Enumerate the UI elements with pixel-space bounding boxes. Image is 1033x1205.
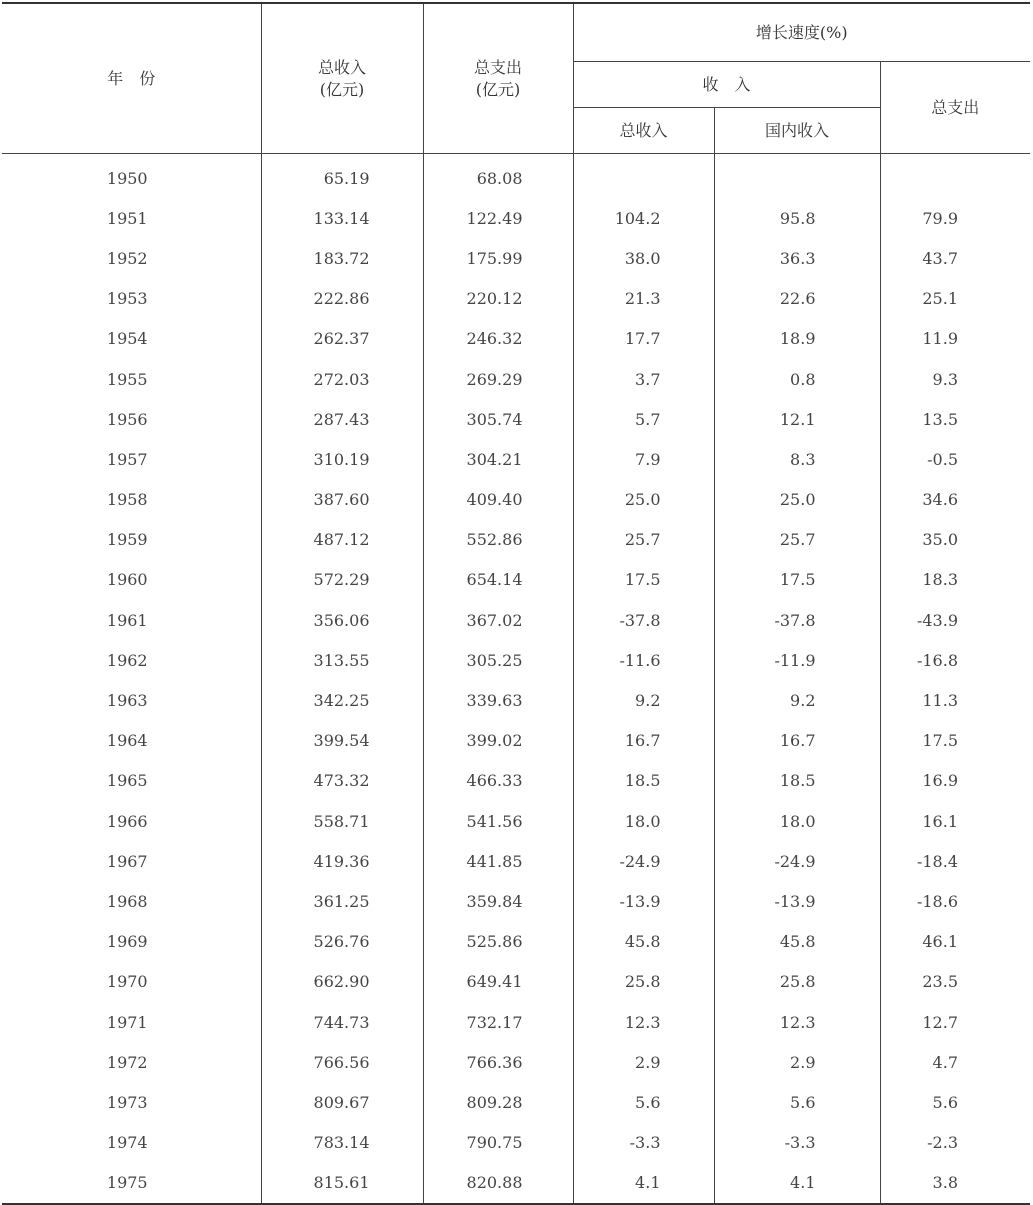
growth-domestic-revenue-cell: -11.9 xyxy=(714,640,880,680)
year-cell: 1975 xyxy=(2,1163,261,1204)
growth-domestic-revenue-cell: 25.8 xyxy=(714,962,880,1002)
year-cell: 1971 xyxy=(106,1012,148,1032)
growth-domestic-revenue-cell: 12.1 xyxy=(714,399,880,439)
growth-total-revenue-cell: 25.0 xyxy=(573,480,714,520)
year-cell: 1952 xyxy=(106,248,148,268)
growth-total-expenditure-cell: 13.5 xyxy=(880,399,1030,439)
growth-total-revenue-cell: -24.9 xyxy=(573,841,714,881)
growth-total-revenue-cell: 45.8 xyxy=(573,922,714,962)
total-expenditure-cell: 409.40 xyxy=(423,480,573,520)
table-row xyxy=(2,319,1030,359)
total-revenue-cell: 313.55 xyxy=(261,640,423,680)
table-row xyxy=(2,238,1030,278)
table-row xyxy=(2,560,1030,600)
growth-total-revenue-cell: 12.3 xyxy=(573,1002,714,1042)
growth-total-expenditure-cell: 79.9 xyxy=(880,198,1030,238)
growth-total-expenditure-cell: 11.9 xyxy=(880,319,1030,359)
growth-domestic-revenue-cell: 8.3 xyxy=(714,439,880,479)
total-expenditure-cell: 525.86 xyxy=(423,922,573,962)
total-expenditure-cell: 305.74 xyxy=(423,399,573,439)
growth-total-revenue-cell: -11.6 xyxy=(573,640,714,680)
table-row xyxy=(2,1123,1030,1163)
growth-domestic-revenue-cell: 36.3 xyxy=(714,238,880,278)
growth-total-expenditure-cell: 35.0 xyxy=(880,520,1030,560)
year-cell: 1969 xyxy=(106,932,148,952)
growth-total-expenditure-cell: -16.8 xyxy=(880,640,1030,680)
table-row xyxy=(2,1082,1030,1122)
growth-total-expenditure-cell: -18.6 xyxy=(880,881,1030,921)
table-row xyxy=(2,480,1030,520)
table-row xyxy=(2,680,1030,720)
total-revenue-cell: 487.12 xyxy=(261,520,423,560)
total-revenue-cell: 419.36 xyxy=(261,841,423,881)
total-revenue-cell: 399.54 xyxy=(261,721,423,761)
growth-domestic-revenue-cell: 25.7 xyxy=(714,520,880,560)
table-row xyxy=(2,721,1030,761)
growth-total-revenue-cell: 18.5 xyxy=(573,761,714,801)
growth-domestic-revenue-cell: 25.0 xyxy=(714,480,880,520)
total-expenditure-cell: 339.63 xyxy=(423,680,573,720)
header-total-expenditure-label: 总支出 xyxy=(473,57,522,77)
growth-domestic-revenue-cell: 4.1 xyxy=(714,1163,880,1204)
total-expenditure-cell: 220.12 xyxy=(423,279,573,319)
growth-total-revenue-cell: 25.8 xyxy=(573,962,714,1002)
fiscal-revenue-expenditure-table xyxy=(2,2,1030,1205)
table-body xyxy=(2,154,1030,1204)
total-expenditure-cell: 790.75 xyxy=(423,1123,573,1163)
growth-domestic-revenue-cell: 95.8 xyxy=(714,198,880,238)
table-row xyxy=(2,801,1030,841)
growth-total-revenue-cell: 2.9 xyxy=(573,1042,714,1082)
total-revenue-cell: 766.56 xyxy=(261,1042,423,1082)
growth-domestic-revenue-cell: 22.6 xyxy=(714,279,880,319)
growth-total-expenditure-cell: -43.9 xyxy=(880,600,1030,640)
year-cell: 1954 xyxy=(106,329,148,349)
growth-total-revenue-cell: 4.1 xyxy=(573,1163,714,1204)
growth-total-expenditure-cell: 11.3 xyxy=(880,680,1030,720)
growth-total-expenditure-cell: 23.5 xyxy=(880,962,1030,1002)
growth-domestic-revenue-cell: -13.9 xyxy=(714,881,880,921)
growth-total-expenditure-cell: 3.8 xyxy=(880,1163,1030,1204)
table-row xyxy=(2,399,1030,439)
table-row xyxy=(2,1163,1030,1204)
header-total-revenue xyxy=(261,3,423,154)
header-growth-domestic-revenue: 国内收入 xyxy=(714,108,880,154)
header-year: 年 份 xyxy=(2,3,261,154)
total-revenue-cell: 287.43 xyxy=(261,399,423,439)
growth-domestic-revenue-cell: 17.5 xyxy=(714,560,880,600)
growth-total-revenue-cell: -37.8 xyxy=(573,600,714,640)
total-revenue-cell: 133.14 xyxy=(261,198,423,238)
year-cell: 1967 xyxy=(106,851,148,871)
growth-domestic-revenue-cell: 0.8 xyxy=(714,359,880,399)
year-cell: 1953 xyxy=(106,289,148,309)
growth-total-revenue-cell: 38.0 xyxy=(573,238,714,278)
growth-total-expenditure-cell: 9.3 xyxy=(880,359,1030,399)
year-cell: 1970 xyxy=(106,972,148,992)
year-cell: 1960 xyxy=(106,570,148,590)
growth-domestic-revenue-cell: 12.3 xyxy=(714,1002,880,1042)
growth-total-revenue-cell: -3.3 xyxy=(573,1123,714,1163)
total-revenue-cell: 809.67 xyxy=(261,1082,423,1122)
year-cell: 1959 xyxy=(106,530,148,550)
header-total-expenditure xyxy=(423,3,573,154)
year-cell: 1956 xyxy=(106,409,148,429)
total-expenditure-cell: 305.25 xyxy=(423,640,573,680)
growth-total-expenditure-cell: -0.5 xyxy=(880,439,1030,479)
header-growth-total-revenue: 总收入 xyxy=(573,108,714,154)
growth-domestic-revenue-cell: 5.6 xyxy=(714,1082,880,1122)
total-expenditure-cell: 654.14 xyxy=(423,560,573,600)
growth-total-revenue-cell: 25.7 xyxy=(573,520,714,560)
total-expenditure-cell: 809.28 xyxy=(423,1082,573,1122)
growth-total-revenue-cell: 17.5 xyxy=(573,560,714,600)
total-revenue-cell: 342.25 xyxy=(261,680,423,720)
total-revenue-cell: 310.19 xyxy=(261,439,423,479)
table-row xyxy=(2,841,1030,881)
table-row xyxy=(2,279,1030,319)
total-revenue-cell: 473.32 xyxy=(261,761,423,801)
table-header xyxy=(2,3,1030,154)
header-growth-rate: 增长速度(%) xyxy=(573,3,1030,62)
growth-domestic-revenue-cell: -37.8 xyxy=(714,600,880,640)
total-revenue-cell: 387.60 xyxy=(261,480,423,520)
growth-total-expenditure-cell: 16.9 xyxy=(880,761,1030,801)
total-expenditure-cell: 649.41 xyxy=(423,962,573,1002)
table-row xyxy=(2,600,1030,640)
year-cell: 1973 xyxy=(106,1092,148,1112)
total-expenditure-cell: 466.33 xyxy=(423,761,573,801)
growth-domestic-revenue-cell xyxy=(714,154,880,199)
growth-domestic-revenue-cell: 9.2 xyxy=(714,680,880,720)
growth-domestic-revenue-cell: 2.9 xyxy=(714,1042,880,1082)
growth-total-expenditure-cell: 4.7 xyxy=(880,1042,1030,1082)
growth-total-expenditure-cell: 43.7 xyxy=(880,238,1030,278)
growth-total-expenditure-cell: 18.3 xyxy=(880,560,1030,600)
total-revenue-cell: 815.61 xyxy=(261,1163,423,1204)
total-expenditure-cell: 68.08 xyxy=(423,154,573,199)
year-cell: 1961 xyxy=(106,610,148,630)
total-expenditure-cell: 304.21 xyxy=(423,439,573,479)
growth-total-revenue-cell: -13.9 xyxy=(573,881,714,921)
growth-domestic-revenue-cell: 18.0 xyxy=(714,801,880,841)
year-cell: 1968 xyxy=(106,891,148,911)
total-expenditure-cell: 367.02 xyxy=(423,600,573,640)
total-revenue-cell: 361.25 xyxy=(261,881,423,921)
total-revenue-cell: 183.72 xyxy=(261,238,423,278)
header-revenue-group: 收 入 xyxy=(573,62,880,108)
growth-total-revenue-cell: 5.7 xyxy=(573,399,714,439)
year-cell: 1962 xyxy=(106,650,148,670)
header-total-revenue-label: 总收入 xyxy=(317,57,366,77)
table-row xyxy=(2,922,1030,962)
total-revenue-cell: 526.76 xyxy=(261,922,423,962)
year-cell: 1951 xyxy=(106,208,148,228)
growth-total-revenue-cell: 21.3 xyxy=(573,279,714,319)
total-expenditure-cell: 441.85 xyxy=(423,841,573,881)
table-row xyxy=(2,881,1030,921)
growth-domestic-revenue-cell: 45.8 xyxy=(714,922,880,962)
growth-domestic-revenue-cell: 16.7 xyxy=(714,721,880,761)
growth-total-revenue-cell: 3.7 xyxy=(573,359,714,399)
year-cell: 1966 xyxy=(106,811,148,831)
table-row xyxy=(2,640,1030,680)
growth-domestic-revenue-cell: 18.9 xyxy=(714,319,880,359)
growth-total-expenditure-cell: -18.4 xyxy=(880,841,1030,881)
growth-total-revenue-cell: 5.6 xyxy=(573,1082,714,1122)
table-row xyxy=(2,198,1030,238)
growth-total-expenditure-cell: 12.7 xyxy=(880,1002,1030,1042)
year-cell: 1965 xyxy=(106,771,148,791)
table-row xyxy=(2,962,1030,1002)
growth-total-expenditure-cell xyxy=(880,154,1030,199)
growth-total-revenue-cell: 9.2 xyxy=(573,680,714,720)
growth-total-expenditure-cell: 5.6 xyxy=(880,1082,1030,1122)
total-revenue-cell: 356.06 xyxy=(261,600,423,640)
year-cell: 1972 xyxy=(106,1052,148,1072)
table-row xyxy=(2,761,1030,801)
year-cell: 1974 xyxy=(106,1133,148,1153)
growth-total-expenditure-cell: 46.1 xyxy=(880,922,1030,962)
growth-total-expenditure-cell: 16.1 xyxy=(880,801,1030,841)
total-revenue-cell: 222.86 xyxy=(261,279,423,319)
total-revenue-cell: 783.14 xyxy=(261,1123,423,1163)
total-expenditure-cell: 359.84 xyxy=(423,881,573,921)
total-expenditure-cell: 766.36 xyxy=(423,1042,573,1082)
total-expenditure-cell: 399.02 xyxy=(423,721,573,761)
table-row xyxy=(2,1002,1030,1042)
header-total-revenue-unit: (亿元) xyxy=(319,79,365,99)
year-cell: 1950 xyxy=(106,168,148,188)
year-cell: 1963 xyxy=(106,691,148,711)
table-row xyxy=(2,359,1030,399)
table-row xyxy=(2,439,1030,479)
growth-domestic-revenue-cell: -24.9 xyxy=(714,841,880,881)
total-expenditure-cell: 732.17 xyxy=(423,1002,573,1042)
table-row xyxy=(2,520,1030,560)
growth-total-revenue-cell: 16.7 xyxy=(573,721,714,761)
total-expenditure-cell: 552.86 xyxy=(423,520,573,560)
growth-domestic-revenue-cell: -3.3 xyxy=(714,1123,880,1163)
table-row xyxy=(2,1042,1030,1082)
total-revenue-cell: 662.90 xyxy=(261,962,423,1002)
growth-total-expenditure-cell: 25.1 xyxy=(880,279,1030,319)
header-growth-total-expenditure: 总支出 xyxy=(880,62,1030,154)
growth-total-revenue-cell: 104.2 xyxy=(573,198,714,238)
total-expenditure-cell: 269.29 xyxy=(423,359,573,399)
total-expenditure-cell: 820.88 xyxy=(423,1163,573,1204)
growth-total-revenue-cell: 7.9 xyxy=(573,439,714,479)
growth-total-revenue-cell: 17.7 xyxy=(573,319,714,359)
growth-total-expenditure-cell: 34.6 xyxy=(880,480,1030,520)
total-revenue-cell: 272.03 xyxy=(261,359,423,399)
growth-domestic-revenue-cell: 18.5 xyxy=(714,761,880,801)
total-revenue-cell: 262.37 xyxy=(261,319,423,359)
growth-total-expenditure-cell: 17.5 xyxy=(880,721,1030,761)
growth-total-expenditure-cell: -2.3 xyxy=(880,1123,1030,1163)
year-cell: 1955 xyxy=(106,369,148,389)
growth-total-revenue-cell: 18.0 xyxy=(573,801,714,841)
total-expenditure-cell: 246.32 xyxy=(423,319,573,359)
total-expenditure-cell: 175.99 xyxy=(423,238,573,278)
total-expenditure-cell: 541.56 xyxy=(423,801,573,841)
total-revenue-cell: 572.29 xyxy=(261,560,423,600)
total-expenditure-cell: 122.49 xyxy=(423,198,573,238)
header-total-expenditure-unit: (亿元) xyxy=(475,79,521,99)
total-revenue-cell: 744.73 xyxy=(261,1002,423,1042)
growth-total-revenue-cell xyxy=(573,154,714,199)
table-row xyxy=(2,154,1030,199)
year-cell: 1957 xyxy=(106,449,148,469)
total-revenue-cell: 65.19 xyxy=(261,154,423,199)
year-cell: 1964 xyxy=(106,731,148,751)
year-cell: 1958 xyxy=(106,490,148,510)
total-revenue-cell: 558.71 xyxy=(261,801,423,841)
